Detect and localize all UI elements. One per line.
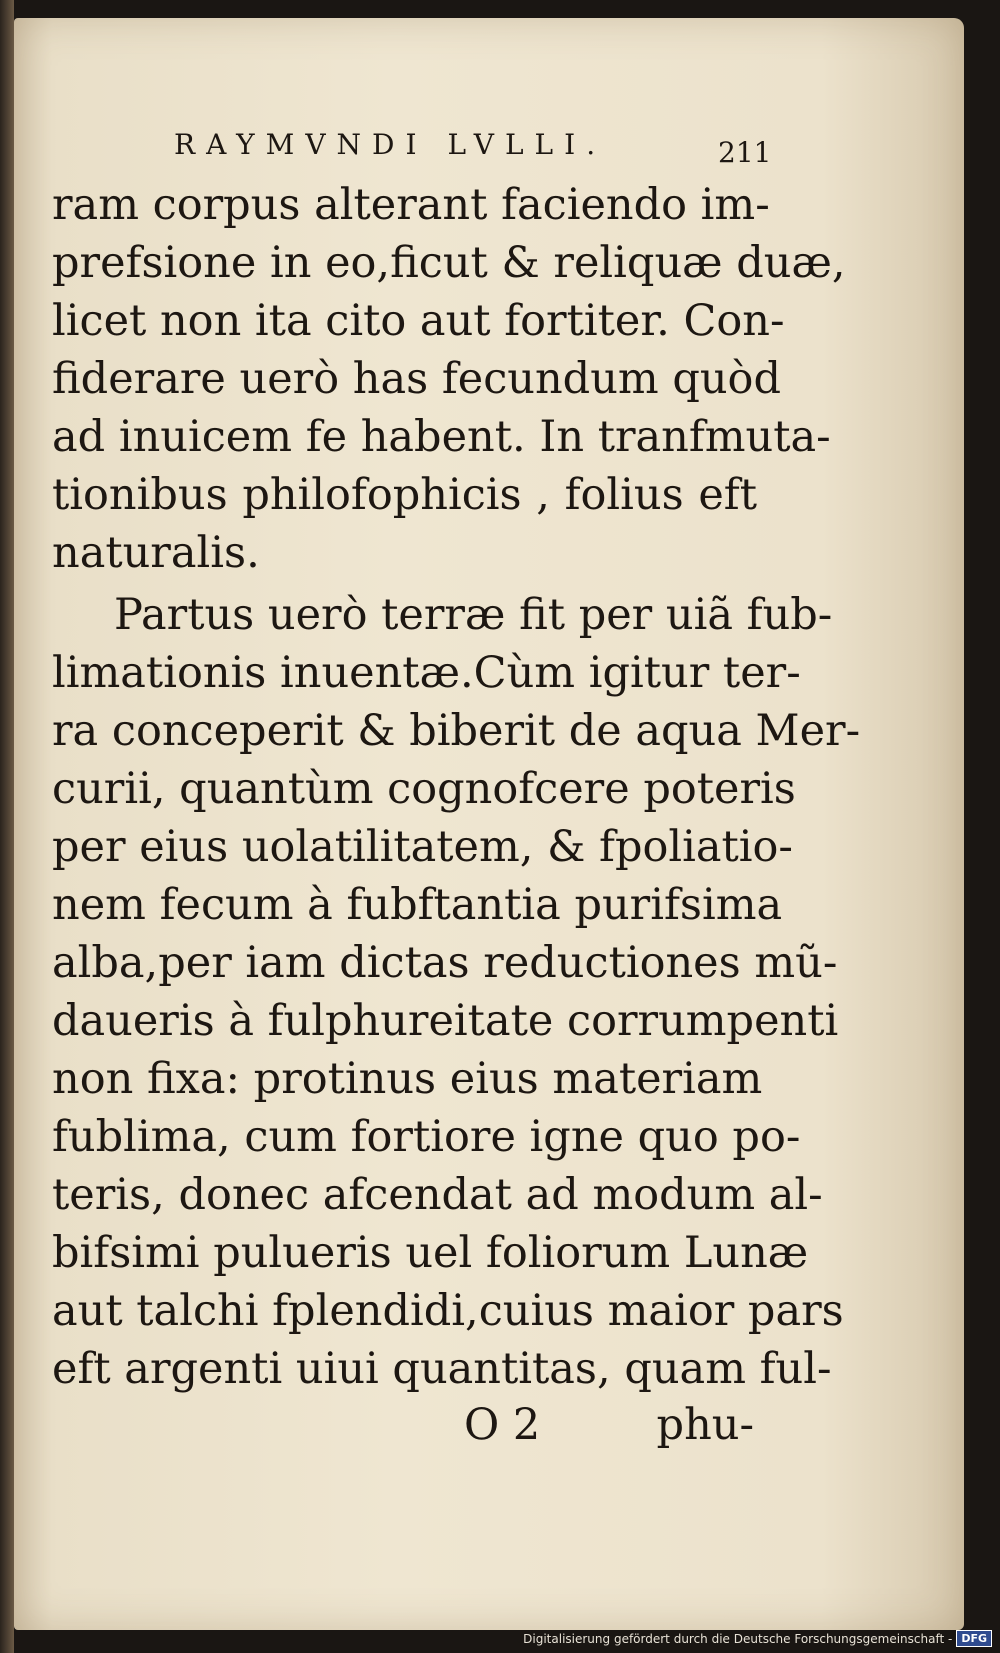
text-line: non fixa: protinus eius materiam (52, 1054, 763, 1104)
text-line: ad inuicem fe habent. In tranfmuta- (52, 412, 831, 462)
text-line: limationis inuentæ.Cùm igitur ter- (52, 648, 801, 698)
text-line: per eius uolatilitatem, & fpoliatio- (52, 822, 793, 872)
text-line: teris, donec afcendat ad modum al- (52, 1170, 823, 1220)
signature-mark: O 2 (464, 1400, 541, 1450)
text-line: Partus uerò terræ fit per uiã fub- (114, 590, 833, 640)
digitization-credit (523, 1630, 992, 1647)
catchword: phu- (656, 1400, 754, 1450)
text-line: curii, quantùm cognofcere poteris (52, 764, 796, 814)
text-line: tionibus philofophicis , folius eft (52, 470, 757, 520)
text-line: prefsione in eo,ficut & reliquæ duæ, (52, 238, 846, 288)
text-line: alba,per iam dictas reductiones mũ- (52, 938, 838, 988)
book-page (14, 18, 964, 1630)
footer-line (464, 1400, 754, 1450)
text-line: fublima, cum fortiore igne quo po- (52, 1112, 801, 1162)
text-line: naturalis. (52, 528, 260, 578)
text-line: ram corpus alterant faciendo im- (52, 180, 770, 230)
page-number: 211 (718, 136, 772, 169)
text-line: daueris à fulphureitate corrumpenti (52, 996, 839, 1046)
text-line: aut talchi fplendidi,cuius maior pars (52, 1286, 844, 1336)
text-block (52, 176, 861, 1398)
text-line: bifsimi pulueris uel foliorum Lunæ (52, 1228, 809, 1278)
book-gutter (0, 0, 14, 1653)
text-line: fiderare uerò has fecundum quòd (52, 354, 781, 404)
text-line: nem fecum à fubftantia purifsima (52, 880, 783, 930)
credit-text: Digitalisierung gefördert durch die Deutsche Forschungsgemeinschaft - (523, 1631, 953, 1646)
dfg-logo: DFG (956, 1630, 992, 1647)
text-line: licet non ita cito aut fortiter. Con- (52, 296, 785, 346)
text-line: eft argenti uiui quantitas, quam ful- (52, 1344, 832, 1394)
running-head: RAYMVNDI LVLLI. (174, 128, 607, 161)
text-line: ra conceperit & biberit de aqua Mer- (52, 706, 861, 756)
